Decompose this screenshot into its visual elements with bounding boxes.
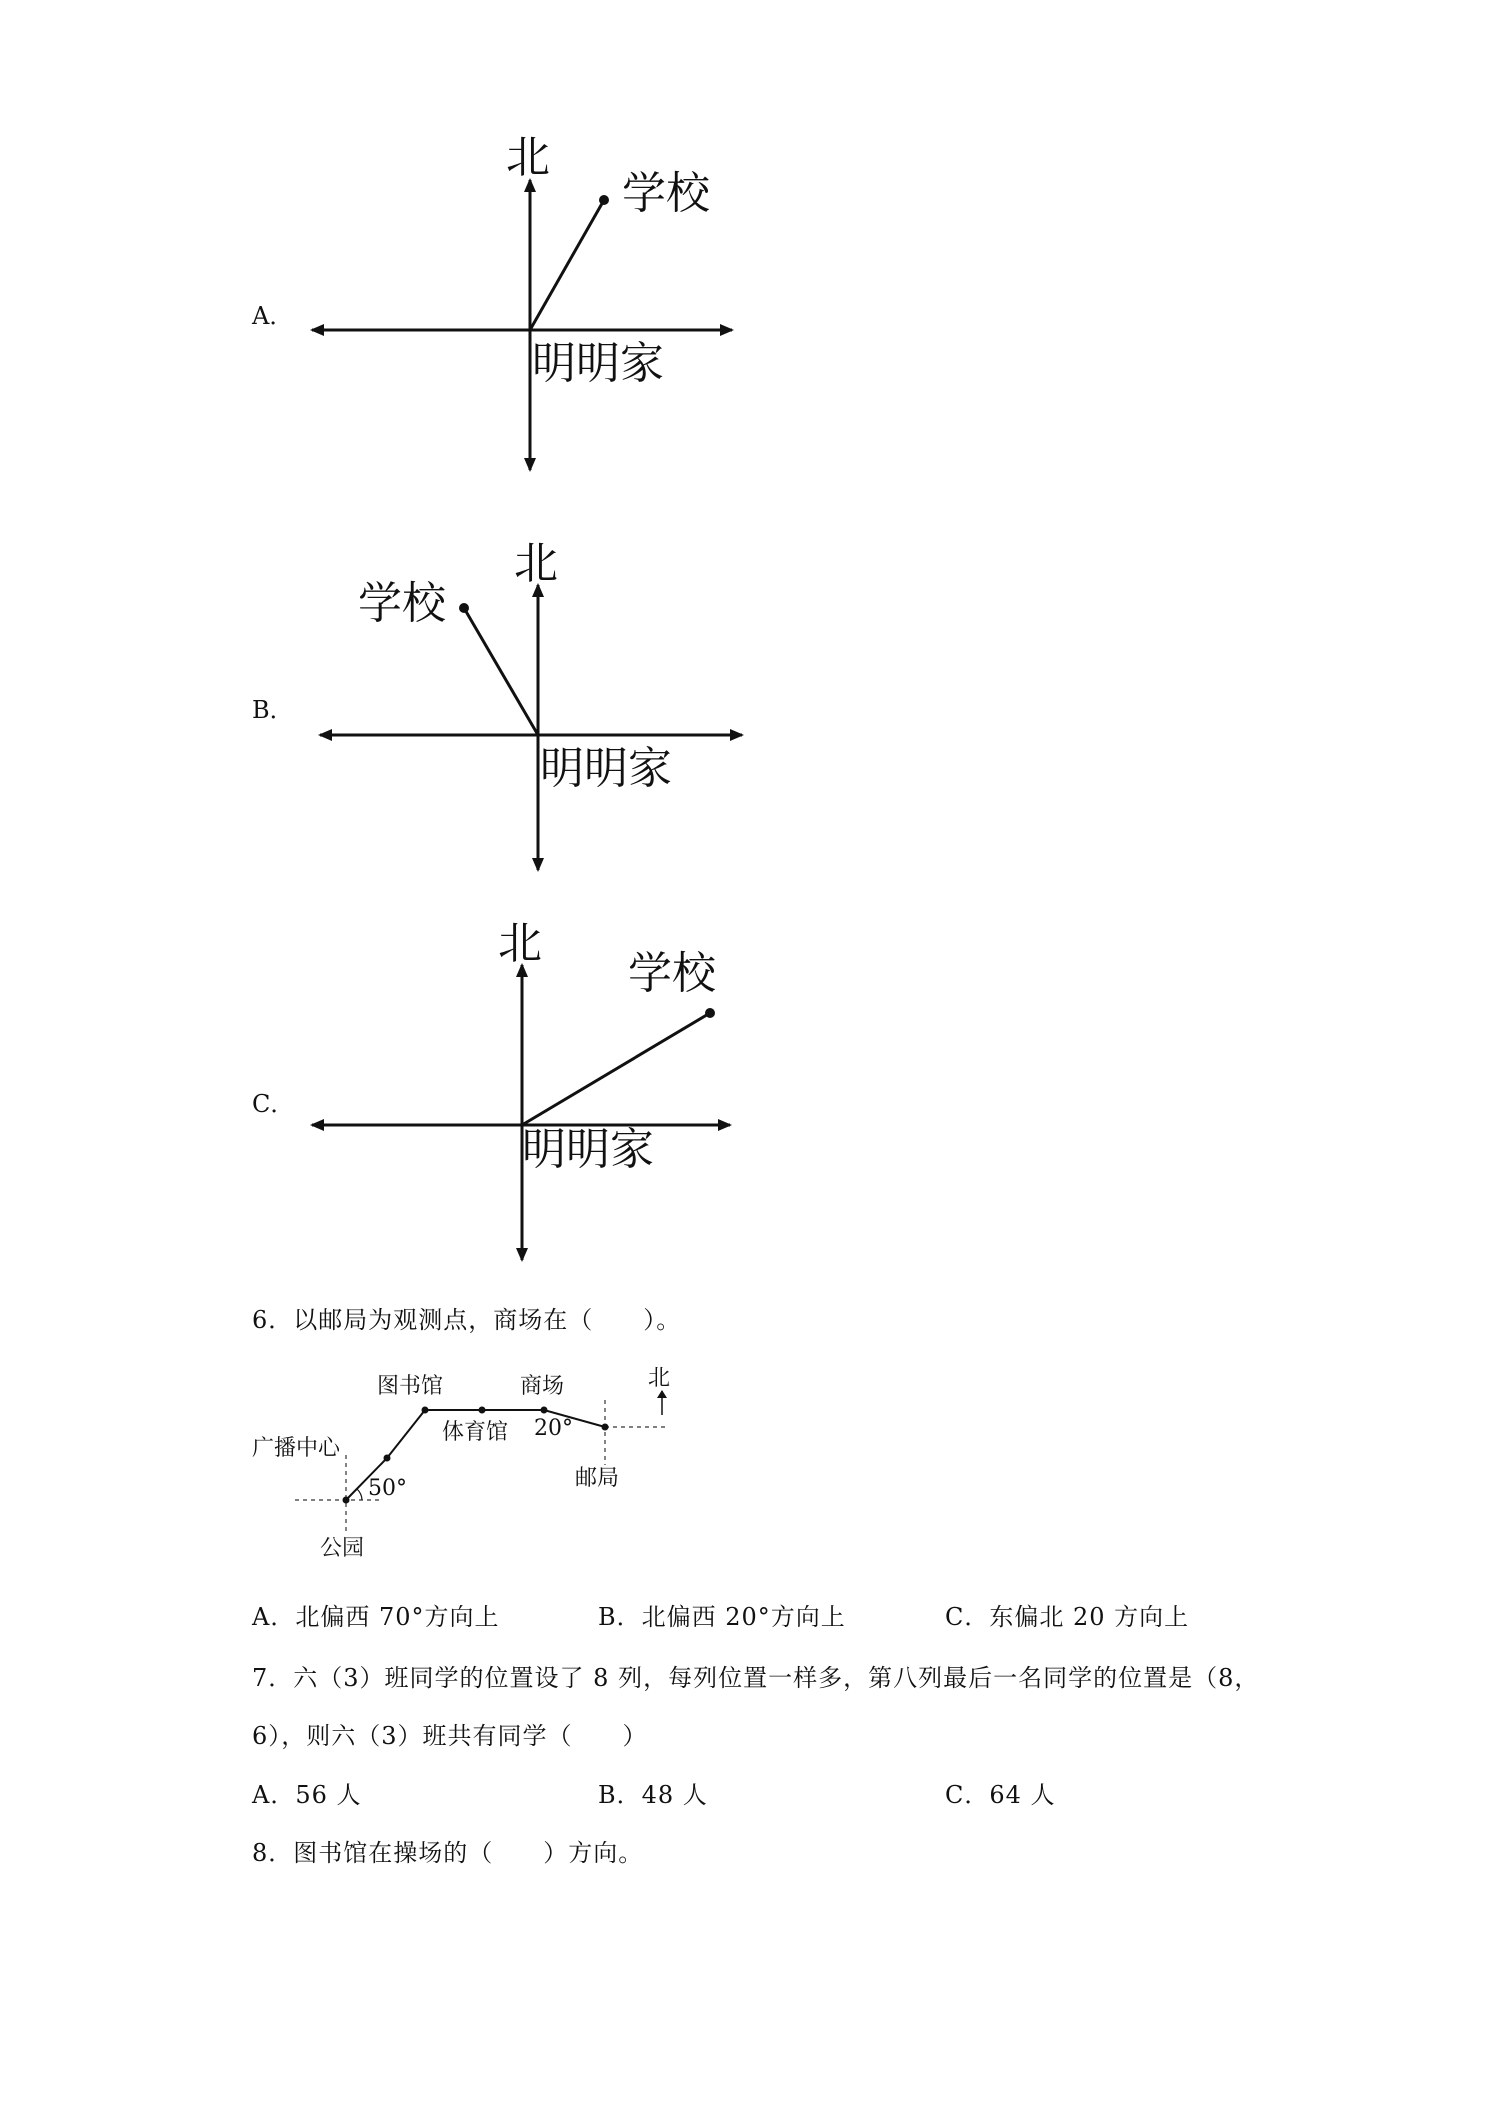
option-b-label: B．	[252, 696, 294, 724]
choice-letter: B．	[598, 1603, 642, 1631]
choice-letter: C．	[945, 1781, 990, 1809]
school-ray	[464, 608, 538, 735]
library-label: 图书馆	[377, 1374, 444, 1399]
home-label: 明明家	[522, 1124, 654, 1175]
post-office-point	[602, 1424, 609, 1431]
school-point	[459, 603, 469, 613]
choice-letter: A．	[252, 1603, 296, 1631]
post-office-label: 邮局	[575, 1466, 620, 1491]
option-c-diagram	[300, 910, 760, 1270]
question-7-line-2: 6），则六（3）班共有同学（ ）	[252, 1722, 648, 1750]
broadcast-label: 广播中心	[252, 1436, 341, 1461]
mall-label: 商场	[520, 1374, 565, 1399]
home-label: 明明家	[532, 338, 664, 389]
option-a-diagram	[300, 130, 760, 490]
north-label: 北	[506, 132, 550, 183]
q7-choice-a[interactable]	[252, 1775, 362, 1810]
option-a-label: A．	[252, 302, 294, 330]
q6-choice-a[interactable]	[252, 1597, 500, 1632]
home-label: 明明家	[540, 743, 672, 794]
map-north-label: 北	[648, 1366, 671, 1391]
option-b-diagram	[300, 530, 770, 890]
north-label: 北	[514, 538, 558, 589]
choice-text: 北偏西 70°方向上	[295, 1603, 500, 1631]
park-point	[343, 1497, 350, 1504]
q7-choice-b[interactable]	[598, 1775, 708, 1810]
angle-50-label: 50°	[368, 1476, 407, 1501]
angle-20-label: 20°	[534, 1416, 573, 1441]
gym-point	[479, 1407, 486, 1414]
q7-choice-c[interactable]	[945, 1775, 1056, 1810]
school-label: 学校	[628, 948, 716, 999]
q6-choice-b[interactable]	[598, 1597, 846, 1632]
school-label: 学校	[358, 578, 446, 629]
broadcast-point	[384, 1455, 391, 1462]
mall-point	[541, 1407, 548, 1414]
gym-label: 体育馆	[442, 1420, 509, 1445]
angle-arc	[357, 1489, 362, 1500]
choice-text: 北偏西 20°方向上	[641, 1603, 846, 1631]
choice-letter: A．	[252, 1781, 296, 1809]
park-label: 公园	[320, 1536, 365, 1561]
north-label: 北	[498, 918, 542, 969]
choice-text: 64 人	[989, 1781, 1056, 1809]
library-point	[422, 1407, 429, 1414]
question-6-map	[250, 1355, 690, 1565]
choice-letter: B．	[598, 1781, 642, 1809]
q6-choice-c[interactable]	[945, 1597, 1189, 1632]
question-7-line-1: 7．六（3）班同学的位置设了 8 列，每列位置一样多，第八列最后一名同学的位置是（8，	[252, 1664, 1260, 1692]
school-ray	[530, 200, 604, 330]
choice-letter: C．	[945, 1603, 990, 1631]
school-point	[599, 195, 609, 205]
choice-text: 56 人	[295, 1781, 362, 1809]
school-point	[705, 1008, 715, 1018]
choice-text: 东偏北 20 方向上	[989, 1603, 1190, 1631]
choice-text: 48 人	[641, 1781, 708, 1809]
option-c-label: C．	[252, 1090, 295, 1118]
school-ray	[522, 1013, 710, 1125]
question-8-text: 8．图书馆在操场的（ ）方向。	[252, 1839, 644, 1867]
question-6-text: 6．以邮局为观测点，商场在（ ）。	[252, 1306, 682, 1334]
school-label: 学校	[622, 168, 710, 219]
